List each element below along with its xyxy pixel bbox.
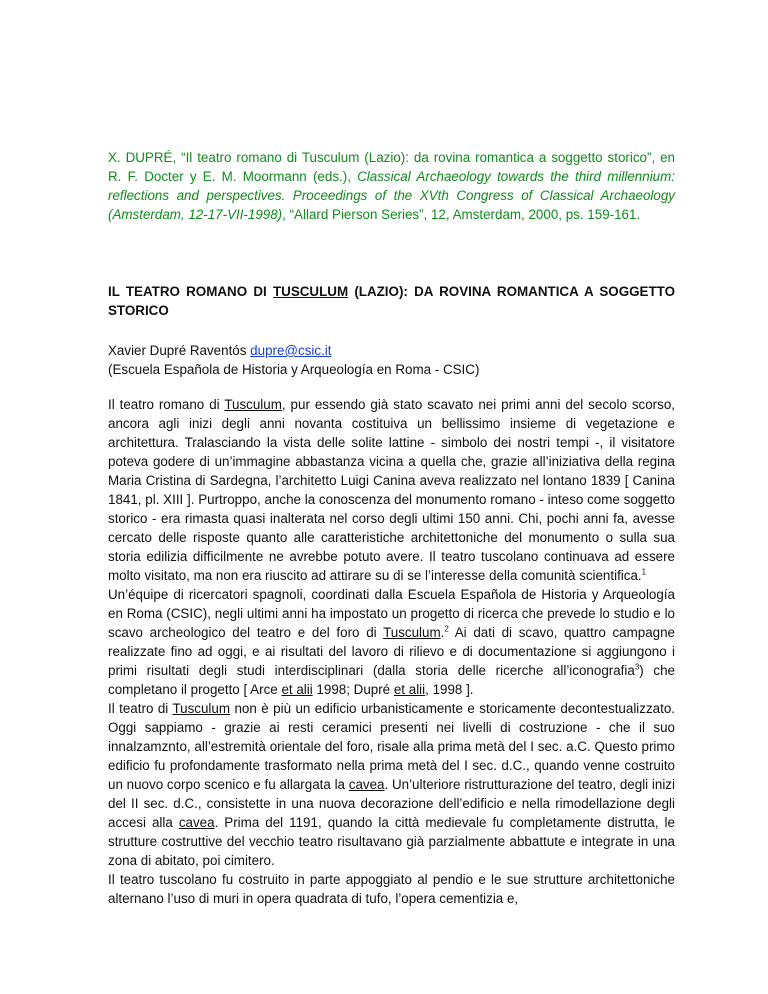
author-affiliation: (Escuela Española de Historia y Arqueología en Roma - CSIC) <box>108 362 480 377</box>
citation-text: X. DUPRÉ, “Il teatro romano di Tusculum (Lazio): da rovina romantica a soggetto storico”, en R. F. Docter y E. M. Moormann (eds.), <box>108 150 675 184</box>
citation-book-title: Classical Archaeology towards the third millennium: reflections and perspectives. Proceedings of the XVth Congress of Classical Archaeology (Amsterdam, 12-17-VII-1998) <box>108 169 675 222</box>
bibliographic-citation <box>108 148 675 224</box>
document-page <box>108 148 675 908</box>
author-name: Xavier Dupré Raventós <box>108 343 251 358</box>
paragraph-3: Il teatro di Tusculum non è più un edificio urbanisticamente e storicamente decontestualizzato. Oggi sappiamo - grazie ai resti ceramici presenti nei livelli di costruzione - che il suo innalzamznto, all’estremità orientale del foro, risale alla prima metà del I sec. a.C. Questo primo edificio fu profondamente trasformato nella prima metà del I sec. d.C., quando venne costruito un nuovo corpo scenico e fu allargata la cavea. Un’ulteriore ristrutturazione del teatro, degli inizi del II sec. d.C., consistette in una nuova decorazione dell’edificio e nella rimodellazione degli accesi alla cavea. Prima del 1191, quando la città medievale fu completamente distrutta, le strutture costruttive del vecchio teatro risultavano già parzialmente abbattute e integrate in una zona di abitato, poi cimitero. <box>108 701 675 868</box>
paragraph-2: Un’équipe di ricercatori spagnoli, coordinati dalla Escuela Española de Historia y Arqueología en Roma (CSIC), negli ultimi anni ha impostato un progetto di ricerca che prevede lo studio e lo scavo archeologico del teatro e del foro di Tusculum.$^2$ Ai dati di scavo, quattro campagne realizzate fino ad oggi, e ai risultati del lavoro di rilievo e di documentazione si aggiungono i primi risultati degli studi interdisciplinari (dalla storia delle ricerche all’iconografia$^3$) che completano il progetto [ Arce et alii 1998; Dupré et alii, 1998 ]. <box>108 587 675 697</box>
footnote-ref-1: 1 <box>641 567 647 577</box>
author-line <box>108 341 675 360</box>
paragraph-1: Il teatro romano di Tusculum, pur essendo già stato scavato nei primi anni del secolo scorso, ancora agli inizi degli anni novanta costituiva un bellissimo insieme di vegetazione e architettura. Tralasciando la vista delle solite lattine - simbolo dei nostri tempi -, il visitatore poteva godere di un’immagine abbastanza vicina a quella che, grazie all’iniziativa della regina Maria Cristina di Sardegna, l’architetto Luigi Canina aveva realizzato nel lontano 1839 [ Canina 1841, pl. XIII ]. Purtroppo, anche la conoscenza del monumento romano - inteso come soggetto storico - era rimasta quasi inalterata nel corso degli ultimi 150 anni. Chi, pochi anni fa, avesse cercato delle risposte quanto alle caratteristiche architettoniche del monumento o sulla sua storia edilizia difficilmente ne avrebbe potuto avere. Il teatro tuscolano continuava ad essere molto visitato, ma non era riuscito ad attirare su di se l’interesse della comunità scientifica.$^1$ <box>108 397 676 583</box>
title-place-name: TUSCULUM <box>272 284 349 299</box>
paragraph-4: Il teatro tuscolano fu costruito in parte appoggiato al pendio e le sue strutture architettoniche alternano l’uso di muri in opera quadrata di tufo, l’opera cementizia e, <box>108 872 675 906</box>
footnote-ref-2: 2 <box>444 624 449 634</box>
article-body <box>108 395 675 908</box>
author-block <box>108 341 675 379</box>
article-title: IL TEATRO ROMANO DI TUSCULUM (LAZIO): DA ROVINA ROMANTICA A SOGGETTO STORICO <box>108 284 676 318</box>
author-email-link[interactable]: dupre@csic.it <box>250 343 332 358</box>
citation-text-end: , “Allard Pierson Series”, 12, Amsterdam, 2000, ps. 159-161. <box>282 207 641 222</box>
footnote-ref-3: 3 <box>634 662 640 672</box>
